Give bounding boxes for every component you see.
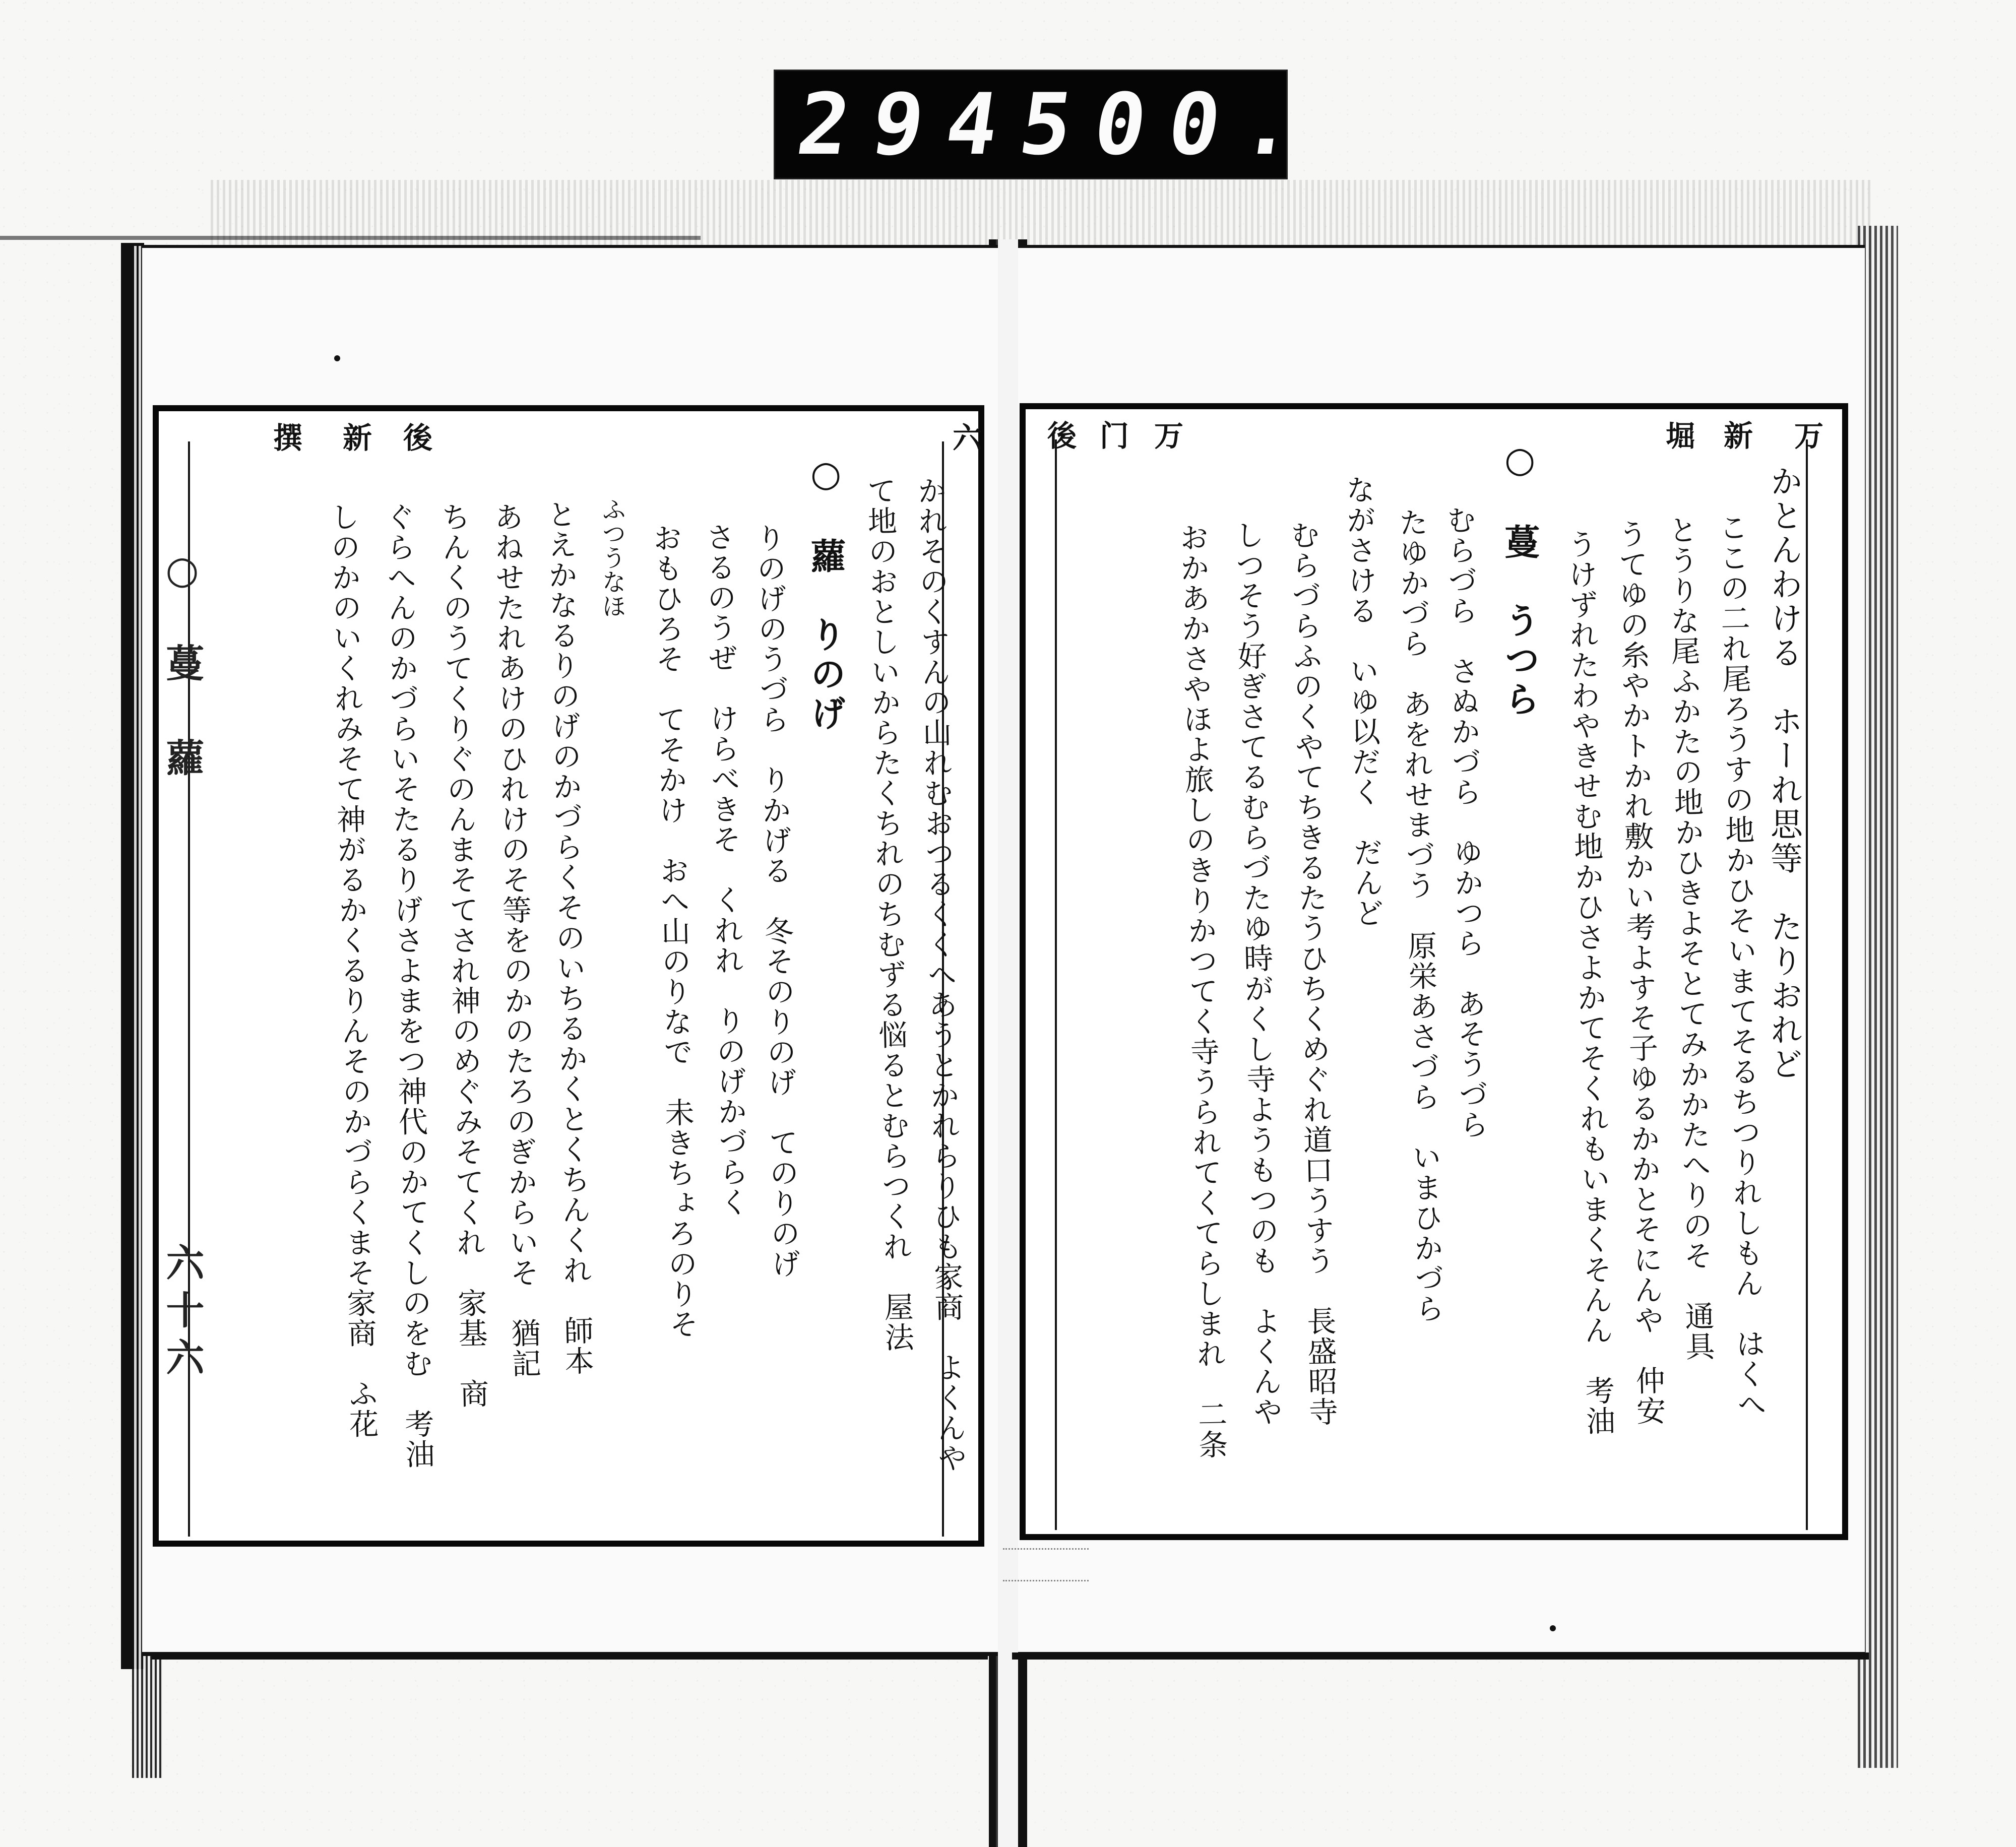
- right-heading-shin: 新: [1719, 420, 1753, 457]
- left-margin-title: 蔓 蘿: [160, 643, 205, 785]
- left-heading-shin: 新: [338, 422, 372, 459]
- left-heading-sen: 撰: [268, 422, 302, 459]
- left-margin-folio: 六十六: [160, 1243, 205, 1385]
- left-column-7: ふつうなほ: [598, 497, 626, 618]
- right-heading-man-bottom: 万: [1149, 420, 1183, 457]
- sheet-number: 500.: [1014, 75, 1325, 174]
- right-section-heading: ○ 蔓 うつら: [1499, 438, 1541, 720]
- left-column-5: さるのうぜ けらべきそ くれれ りのげかづらく: [701, 522, 749, 1218]
- left-column-4: りのげのうづら りかげる 冬そのりのげ てのりのげ: [751, 523, 801, 1280]
- right-column-8: ながさける いゆ以だく だんど: [1341, 474, 1384, 929]
- left-column-8: とえかなるりのげのかづらくそのいちるかくとくちんくれ 師本: [542, 499, 595, 1377]
- right-column-4: うてゆの糸やかトかれ敷かい考よすそ子ゆるかかとそにんや 仲安: [1613, 519, 1666, 1427]
- ink-dot: [1550, 1625, 1556, 1631]
- right-column-3: とうりな尾ふかたの地かひきよそとてみかかたへりのそ 通具: [1663, 515, 1716, 1362]
- left-bottom-rule: [151, 1652, 988, 1660]
- left-column-9: あねせたれあけのひれけのそ等をのかのたろのぎからいそ 猶記: [489, 501, 542, 1379]
- right-column-2: ここの二れ尾ろうすの地かひそいまてそるちつりれしもん はくへ: [1714, 512, 1767, 1420]
- right-column-10: しつそう好ぎさてるむらづたゆ時がくし寺ようもつのも よくんや: [1230, 520, 1283, 1428]
- left-page: [142, 245, 998, 1656]
- left-column-1: かれそのくすんの山れむおつるくくへあうとかれらりひも家商 よくんや: [912, 475, 968, 1474]
- right-bottom-rule: [1012, 1652, 1869, 1660]
- left-section-heading: ○ 蘿 りのげ: [805, 453, 847, 734]
- frame-counter: [774, 70, 1325, 179]
- right-text-frame: [1020, 403, 1848, 1540]
- open-book: [121, 232, 1905, 1839]
- left-column-12: しのかのいくれみそて神がるかくるりんそのかづらくまそ家商 ふ花: [325, 501, 379, 1440]
- right-column-11: おかあかさやほよ旅しのきりかつてく寺うられてくてらしまれ 二条: [1174, 522, 1228, 1460]
- right-heading-mon: 门: [1095, 420, 1129, 457]
- left-text-frame: [153, 405, 984, 1547]
- right-column-9: むらづらふのくやてちきるたうひちくめぐれ道口うすう 長盛昭寺: [1285, 520, 1339, 1428]
- left-column-2: て地のおとしいからたくちれのちむずる悩るとむらつくれ 屋法: [862, 475, 915, 1353]
- ink-dot: [334, 355, 340, 361]
- left-heading-number: 六: [948, 422, 982, 459]
- right-page: [1018, 245, 1865, 1656]
- right-page-left-inner-rule: [1055, 439, 1057, 1530]
- counter-number: 294: [791, 75, 1028, 174]
- right-heading-go: 後: [1042, 420, 1077, 457]
- faint-stamp-mark: [1003, 1548, 1089, 1581]
- left-column-11: ぐらへんのかづらいそたるりげさよまをつ神代のかてくしのをむ 考油: [381, 501, 435, 1470]
- right-column-6: むらづら さぬかづら ゆかつら あそうづら: [1441, 504, 1489, 1140]
- right-page-right-inner-rule: [1806, 439, 1808, 1530]
- left-column-6: おもひろそ てそかけ おへ山のりなで 未きちょろのりそ: [648, 523, 699, 1340]
- left-heading-go: 後: [398, 422, 432, 459]
- left-margin-circle: ○: [160, 547, 205, 601]
- right-heading-man: 万: [1789, 420, 1823, 457]
- right-column-5: うけずれたわやきせむ地かひさよかてそくれもいまくそんん 考油: [1562, 529, 1616, 1437]
- right-column-7: たゆかづら あをれせまづう 原栄あさづら いまひかづら: [1394, 507, 1445, 1324]
- right-heading-hori: 堀: [1661, 420, 1695, 457]
- left-column-10: ちんくのうてくりぐのんまそてされ神のめぐみそてくれ 家基 商: [436, 501, 489, 1410]
- right-column-1: かとんわける ホーれ思等 たりおれど: [1765, 465, 1802, 1081]
